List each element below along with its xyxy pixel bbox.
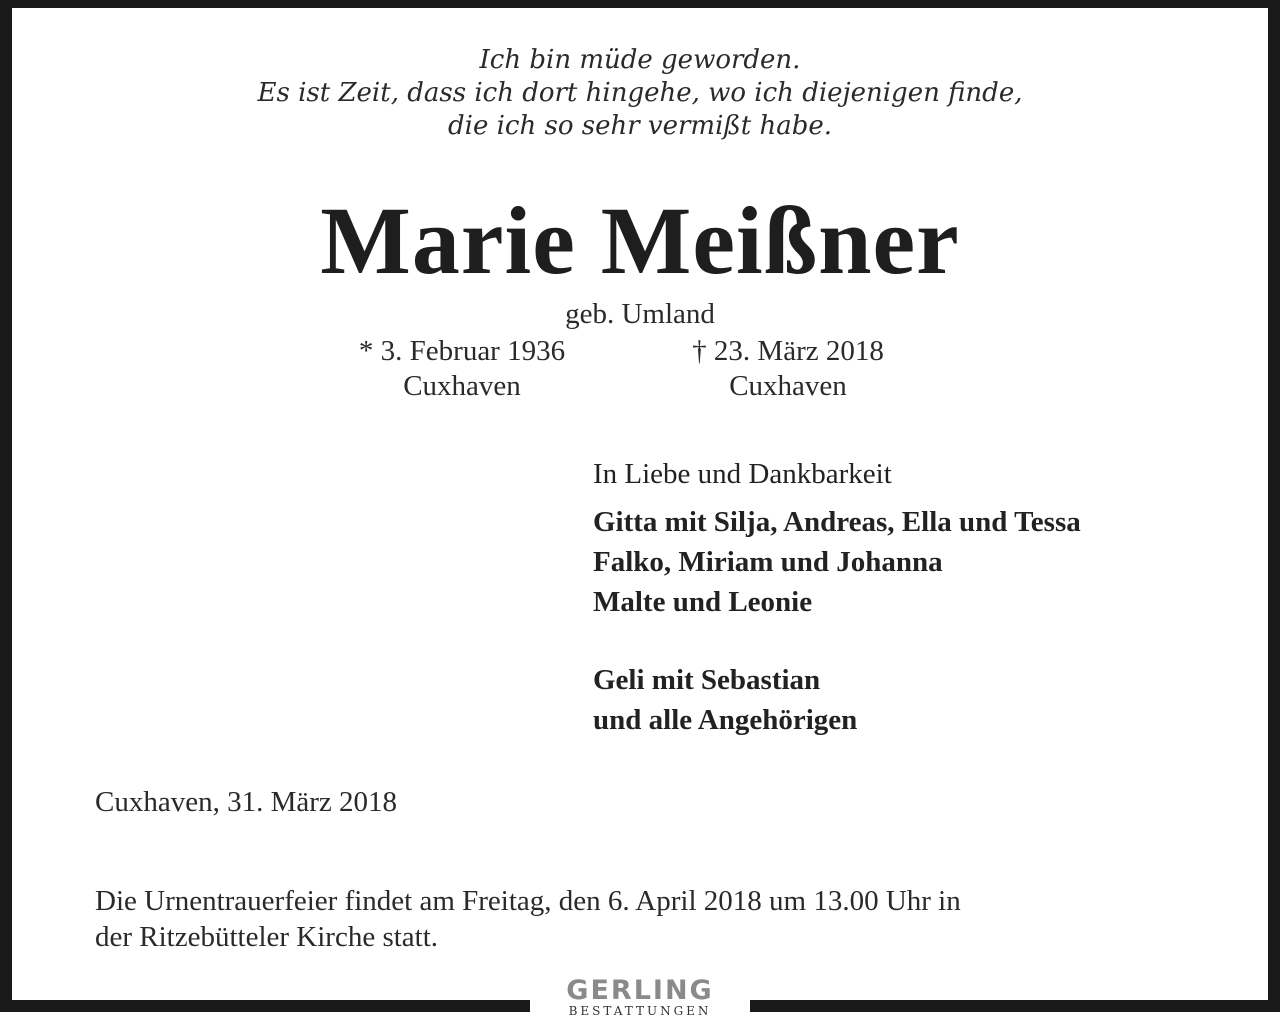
motto-line: Es ist Zeit, dass ich dort hingehe, wo ich diejenigen finde,: [257, 78, 1023, 108]
mourner-line: Falko, Miriam und Johanna: [593, 546, 943, 578]
mourners-intro: In Liebe und Dankbarkeit: [593, 458, 892, 490]
motto-quote: [0, 44, 1280, 143]
spacer: [593, 622, 1253, 660]
maiden-name: geb. Umland: [565, 298, 715, 330]
mourner-line: und alle Angehörigen: [593, 704, 858, 736]
funeral-line: der Ritzebütteler Kirche statt.: [95, 921, 439, 953]
funeral-home-logo: [540, 977, 740, 1020]
mourner-line: Gitta mit Silja, Andreas, Ella und Tessa: [593, 506, 1081, 538]
mourners-block: [593, 454, 1253, 740]
funeral-line: Die Urnentrauerfeier findet am Freitag, den 6. April 2018 um 13.00 Uhr in: [95, 885, 961, 917]
death-info: [638, 334, 938, 404]
motto-line: die ich so sehr vermißt habe.: [447, 111, 833, 141]
life-dates: [0, 334, 1280, 406]
border-right: [1268, 0, 1280, 1012]
mourner-line: Geli mit Sebastian: [593, 664, 821, 696]
motto-line: Ich bin müde geworden.: [479, 45, 801, 75]
border-bottom-left: [0, 1000, 530, 1012]
border-bottom-right: [750, 1000, 1280, 1012]
birth-info: [312, 334, 612, 404]
birth-place: Cuxhaven: [403, 370, 521, 402]
deceased-name: Marie Meißner: [320, 187, 960, 294]
place-and-date: Cuxhaven, 31. März 2018: [95, 786, 398, 818]
logo-subtitle: BESTATTUNGEN: [568, 1004, 712, 1018]
death-date: † 23. März 2018: [692, 335, 884, 367]
border-left: [0, 0, 12, 1012]
border-top: [0, 0, 1280, 8]
logo-wordmark: GERLING: [566, 975, 714, 1006]
birth-date: * 3. Februar 1936: [358, 335, 566, 367]
funeral-notice: [95, 883, 1205, 955]
death-place: Cuxhaven: [729, 370, 847, 402]
mourner-line: Malte und Leonie: [593, 586, 813, 618]
